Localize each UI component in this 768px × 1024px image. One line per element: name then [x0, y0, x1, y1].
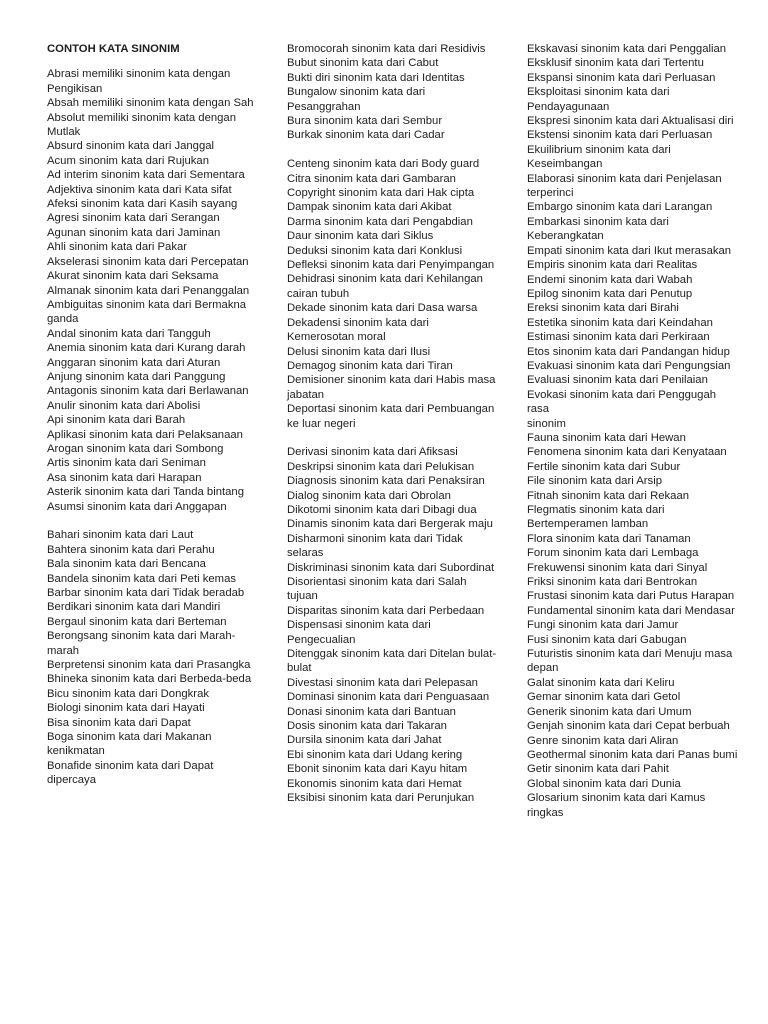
synonym-entry: Bromocorah sinonim kata dari Residivis [287, 43, 486, 55]
synonym-entry: Agresi sinonim kata dari Serangan [47, 212, 220, 225]
synonym-entry: Eksibisi sinonim kata dari Perunjukan [287, 792, 475, 805]
synonym-entry: Darma sinonim kata dari Pengabdian [287, 215, 473, 228]
synonym-entry: Almanak sinonim kata dari Penanggalan [47, 284, 250, 297]
synonym-entry: Bukti diri sinonim kata dari Identitas [287, 71, 465, 84]
synonym-entry: Embargo sinonim kata dari Larangan [527, 201, 713, 214]
synonym-entry: Evakuasi sinonim kata dari Pengungsian [527, 359, 731, 372]
synonym-entry: Frekuwensi sinonim kata dari Sinyal [527, 561, 708, 574]
synonym-entry: Burkak sinonim kata dari Cadar [287, 129, 445, 142]
synonym-entry: Fauna sinonim kata dari Hewan [527, 431, 686, 444]
synonym-entry: Fundamental sinonim kata dari Mendasar [527, 604, 735, 617]
synonym-entry: Ekonomis sinonim kata dari Hemat [287, 777, 462, 790]
synonym-entry: Akurat sinonim kata dari Seksama [47, 270, 219, 283]
synonym-entry: Berongsang sinonim kata dari Marah-marah [47, 630, 236, 657]
synonym-entry: Arogan sinonim kata dari Sombong [47, 442, 224, 455]
synonym-entry: Dampak sinonim kata dari Akibat [287, 201, 452, 214]
column-1 [47, 42, 259, 788]
synonym-entry: Dominasi sinonim kata dari Penguasaan [287, 691, 490, 704]
synonym-entry: Absah memiliki sinonim kata dengan Sah [47, 97, 254, 110]
synonym-entry: Ad interim sinonim kata dari Sementara [47, 169, 245, 182]
synonym-entry: Dehidrasi sinonim kata dari Kehilangan cairan tubuh [287, 273, 483, 300]
synonym-entry: Endemi sinonim kata dari Wabah [527, 273, 693, 286]
synonym-entry: Fungi sinonim kata dari Jamur [527, 619, 679, 632]
synonym-entry: sinonim [527, 417, 566, 430]
synonym-entry: Artis sinonim kata dari Seniman [47, 457, 206, 470]
synonym-entry: Barbar sinonim kata dari Tidak beradab [47, 587, 245, 600]
synonym-entry: Asa sinonim kata dari Harapan [47, 471, 202, 484]
synonym-entry: Genre sinonim kata dari Aliran [527, 734, 679, 747]
column-3 [527, 42, 739, 820]
synonym-entry: Donasi sinonim kata dari Bantuan [287, 705, 456, 718]
synonym-entry: Asterik sinonim kata dari Tanda bintang [47, 486, 244, 499]
synonym-entry: Ebi sinonim kata dari Udang kering [287, 748, 463, 761]
synonym-entry: Geothermal sinonim kata dari Panas bumi [527, 748, 738, 761]
synonym-entry: Bubut sinonim kata dari Cabut [287, 57, 439, 70]
entry-spacer [287, 431, 499, 445]
synonym-entry: Centeng sinonim kata dari Body guard [287, 158, 480, 171]
synonym-entry: Diagnosis sinonim kata dari Penaksiran [287, 475, 485, 488]
synonym-entry: Deskripsi sinonim kata dari Pelukisan [287, 460, 475, 473]
synonym-entry: Bhineka sinonim kata dari Berbeda-beda [47, 673, 252, 686]
synonym-entry: Glosarium sinonim kata dari Kamus ringkas [527, 792, 706, 819]
synonym-entry: Bandela sinonim kata dari Peti kemas [47, 572, 237, 585]
synonym-entry: Andal sinonim kata dari Tangguh [47, 327, 211, 340]
synonym-entry: Disparitas sinonim kata dari Perbedaan [287, 604, 485, 617]
document-title: CONTOH KATA SINONIM [47, 43, 180, 55]
synonym-entry: Fenomena sinonim kata dari Kenyataan [527, 446, 727, 459]
synonym-entry: Eksklusif sinonim kata dari Tertentu [527, 57, 704, 70]
synonym-entry: Deportasi sinonim kata dari Pembuangan ke luar negeri [287, 403, 495, 430]
synonym-entry: Copyright sinonim kata dari Hak cipta [287, 187, 475, 200]
synonym-entry: Generik sinonim kata dari Umum [527, 705, 692, 718]
synonym-entry: Defleksi sinonim kata dari Penyimpangan [287, 259, 495, 272]
synonym-entry: Demagog sinonim kata dari Tiran [287, 359, 453, 372]
synonym-entry: Dursila sinonim kata dari Jahat [287, 734, 442, 747]
synonym-entry: Gemar sinonim kata dari Getol [527, 691, 681, 704]
synonym-entry: Bahtera sinonim kata dari Perahu [47, 543, 215, 556]
synonym-entry: Dosis sinonim kata dari Takaran [287, 720, 447, 733]
synonym-entry: Ambiguitas sinonim kata dari Bermakna ganda [47, 298, 247, 326]
synonym-entry: Ekspansi sinonim kata dari Perluasan [527, 71, 716, 84]
synonym-entry: Genjah sinonim kata dari Cepat berbuah [527, 720, 730, 733]
synonym-entry: Ereksi sinonim kata dari Birahi [527, 302, 679, 315]
synonym-entry: Disorientasi sinonim kata dari Salah tujuan [287, 576, 467, 603]
synonym-entry: Derivasi sinonim kata dari Afiksasi [287, 446, 458, 459]
synonym-entry: Demisioner sinonim kata dari Habis masa jabatan [287, 374, 496, 401]
synonym-entry: Global sinonim kata dari Dunia [527, 777, 681, 790]
synonym-entry: Divestasi sinonim kata dari Pelepasan [287, 676, 478, 689]
synonym-entry: Anulir sinonim kata dari Abolisi [47, 399, 201, 412]
synonym-entry: Diskriminasi sinonim kata dari Subordinat [287, 561, 495, 574]
synonym-entry: Bicu sinonim kata dari Dongkrak [47, 687, 209, 700]
synonym-entry: Dekadensi sinonim kata dari Kemerosotan moral [287, 316, 429, 344]
synonym-entry: Epilog sinonim kata dari Penutup [527, 287, 693, 300]
synonym-entry: Dispensasi sinonim kata dari Pengecualian [287, 619, 431, 646]
synonym-entry: Anjung sinonim kata dari Panggung [47, 370, 226, 383]
entry-spacer [287, 143, 499, 157]
synonym-entry: Absurd sinonim kata dari Janggal [47, 140, 215, 153]
synonym-entry: Friksi sinonim kata dari Bentrokan [527, 576, 698, 589]
synonym-entry: Elaborasi sinonim kata dari Penjelasan terperinci [527, 172, 722, 200]
synonym-entry: Dialog sinonim kata dari Obrolan [287, 489, 451, 502]
synonym-entry: Bungalow sinonim kata dari Pesanggrahan [287, 86, 426, 113]
synonym-entry: Afeksi sinonim kata dari Kasih sayang [47, 198, 238, 211]
synonym-entry: Acum sinonim kata dari Rujukan [47, 154, 209, 167]
synonym-entry: Aplikasi sinonim kata dari Pelaksanaan [47, 428, 243, 441]
synonym-entry: Biologi sinonim kata dari Hayati [47, 702, 205, 715]
synonym-entry: Akselerasi sinonim kata dari Percepatan [47, 255, 249, 268]
synonym-entry: Ekspresi sinonim kata dari Aktualisasi diri [527, 115, 734, 128]
synonym-entry: Dekade sinonim kata dari Dasa warsa [287, 302, 478, 315]
synonym-entry: Antagonis sinonim kata dari Berlawanan [47, 385, 249, 398]
synonym-entry: Anggaran sinonim kata dari Aturan [47, 356, 221, 369]
synonym-entry: Fusi sinonim kata dari Gabugan [527, 633, 687, 646]
synonym-entry: Estimasi sinonim kata dari Perkiraan [527, 331, 710, 344]
synonym-entry: Citra sinonim kata dari Gambaran [287, 172, 456, 185]
synonym-entry: Disharmoni sinonim kata dari Tidak selaras [287, 532, 463, 560]
synonym-entry: Fertile sinonim kata dari Subur [527, 460, 681, 473]
synonym-entry: Fitnah sinonim kata dari Rekaan [527, 489, 690, 502]
synonym-entry: Boga sinonim kata dari Makanan kenikmatan [47, 731, 212, 758]
synonym-entry: Bisa sinonim kata dari Dapat [47, 716, 191, 729]
synonym-entry: Eksploitasi sinonim kata dari Pendayagunaan [527, 86, 670, 113]
synonym-entry: Futuristis sinonim kata dari Menuju masa depan [527, 648, 733, 675]
synonym-entry: Getir sinonim kata dari Pahit [527, 763, 669, 776]
synonym-entry: Estetika sinonim kata dari Keindahan [527, 316, 713, 329]
synonym-entry: Ebonit sinonim kata dari Kayu hitam [287, 763, 468, 776]
synonym-entry: Ekskavasi sinonim kata dari Penggalian [527, 43, 727, 55]
synonym-entry: Ekuilibrium sinonim kata dari Keseimbangan [527, 143, 671, 171]
synonym-entry: Bala sinonim kata dari Bencana [47, 558, 206, 571]
synonym-entry: Flegmatis sinonim kata dari Bertemperamen lamban [527, 504, 665, 531]
synonym-entry: Empati sinonim kata dari Ikut merasakan [527, 244, 732, 257]
column-2 [287, 42, 499, 806]
synonym-entry: Dikotomi sinonim kata dari Dibagi dua [287, 503, 477, 516]
synonym-entry: Agunan sinonim kata dari Jaminan [47, 226, 221, 239]
synonym-entry: Ditenggak sinonim kata dari Ditelan bulat-bulat [287, 648, 497, 675]
synonym-entry: Galat sinonim kata dari Keliru [527, 676, 675, 689]
synonym-entry: Dinamis sinonim kata dari Bergerak maju [287, 518, 493, 531]
synonym-entry: Anemia sinonim kata dari Kurang darah [47, 342, 246, 355]
synonym-entry: Ahli sinonim kata dari Pakar [47, 241, 188, 254]
synonym-entry: Asumsi sinonim kata dari Anggapan [47, 500, 227, 513]
synonym-entry: Berdikari sinonim kata dari Mandiri [47, 601, 221, 614]
synonym-entry: Empiris sinonim kata dari Realitas [527, 259, 698, 272]
synonym-entry: File sinonim kata dari Arsip [527, 475, 662, 488]
synonym-entry: Absolut memiliki sinonim kata dengan Mutlak [47, 111, 237, 139]
synonym-entry: Evokasi sinonim kata dari Penggugah rasa [527, 388, 717, 416]
entry-spacer [47, 514, 259, 528]
synonym-entry: Deduksi sinonim kata dari Konklusi [287, 244, 463, 257]
synonym-entry: Adjektiva sinonim kata dari Kata sifat [47, 183, 232, 196]
synonym-entry: Abrasi memiliki sinonim kata dengan Pengikisan [47, 68, 231, 95]
synonym-entry: Berpretensi sinonim kata dari Prasangka [47, 659, 251, 672]
synonym-entry: Frustasi sinonim kata dari Putus Harapan [527, 590, 735, 603]
synonym-entry: Bergaul sinonim kata dari Berteman [47, 615, 227, 628]
synonym-entry: Flora sinonim kata dari Tanaman [527, 532, 691, 545]
synonym-entry: Bahari sinonim kata dari Laut [47, 529, 194, 542]
synonym-entry: Bura sinonim kata dari Sembur [287, 115, 443, 128]
synonym-entry: Evaluasi sinonim kata dari Penilaian [527, 374, 708, 387]
synonym-entry: Embarkasi sinonim kata dari Keberangkatan [527, 215, 669, 243]
synonym-entry: Forum sinonim kata dari Lembaga [527, 547, 699, 560]
synonym-entry: Delusi sinonim kata dari Ilusi [287, 345, 431, 358]
synonym-entry: Etos sinonim kata dari Pandangan hidup [527, 345, 730, 358]
synonym-entry: Api sinonim kata dari Barah [47, 414, 186, 427]
synonym-entry: Ekstensi sinonim kata dari Perluasan [527, 129, 713, 142]
synonym-entry: Daur sinonim kata dari Siklus [287, 230, 434, 243]
synonym-entry: Bonafide sinonim kata dari Dapat dipercaya [47, 759, 214, 787]
